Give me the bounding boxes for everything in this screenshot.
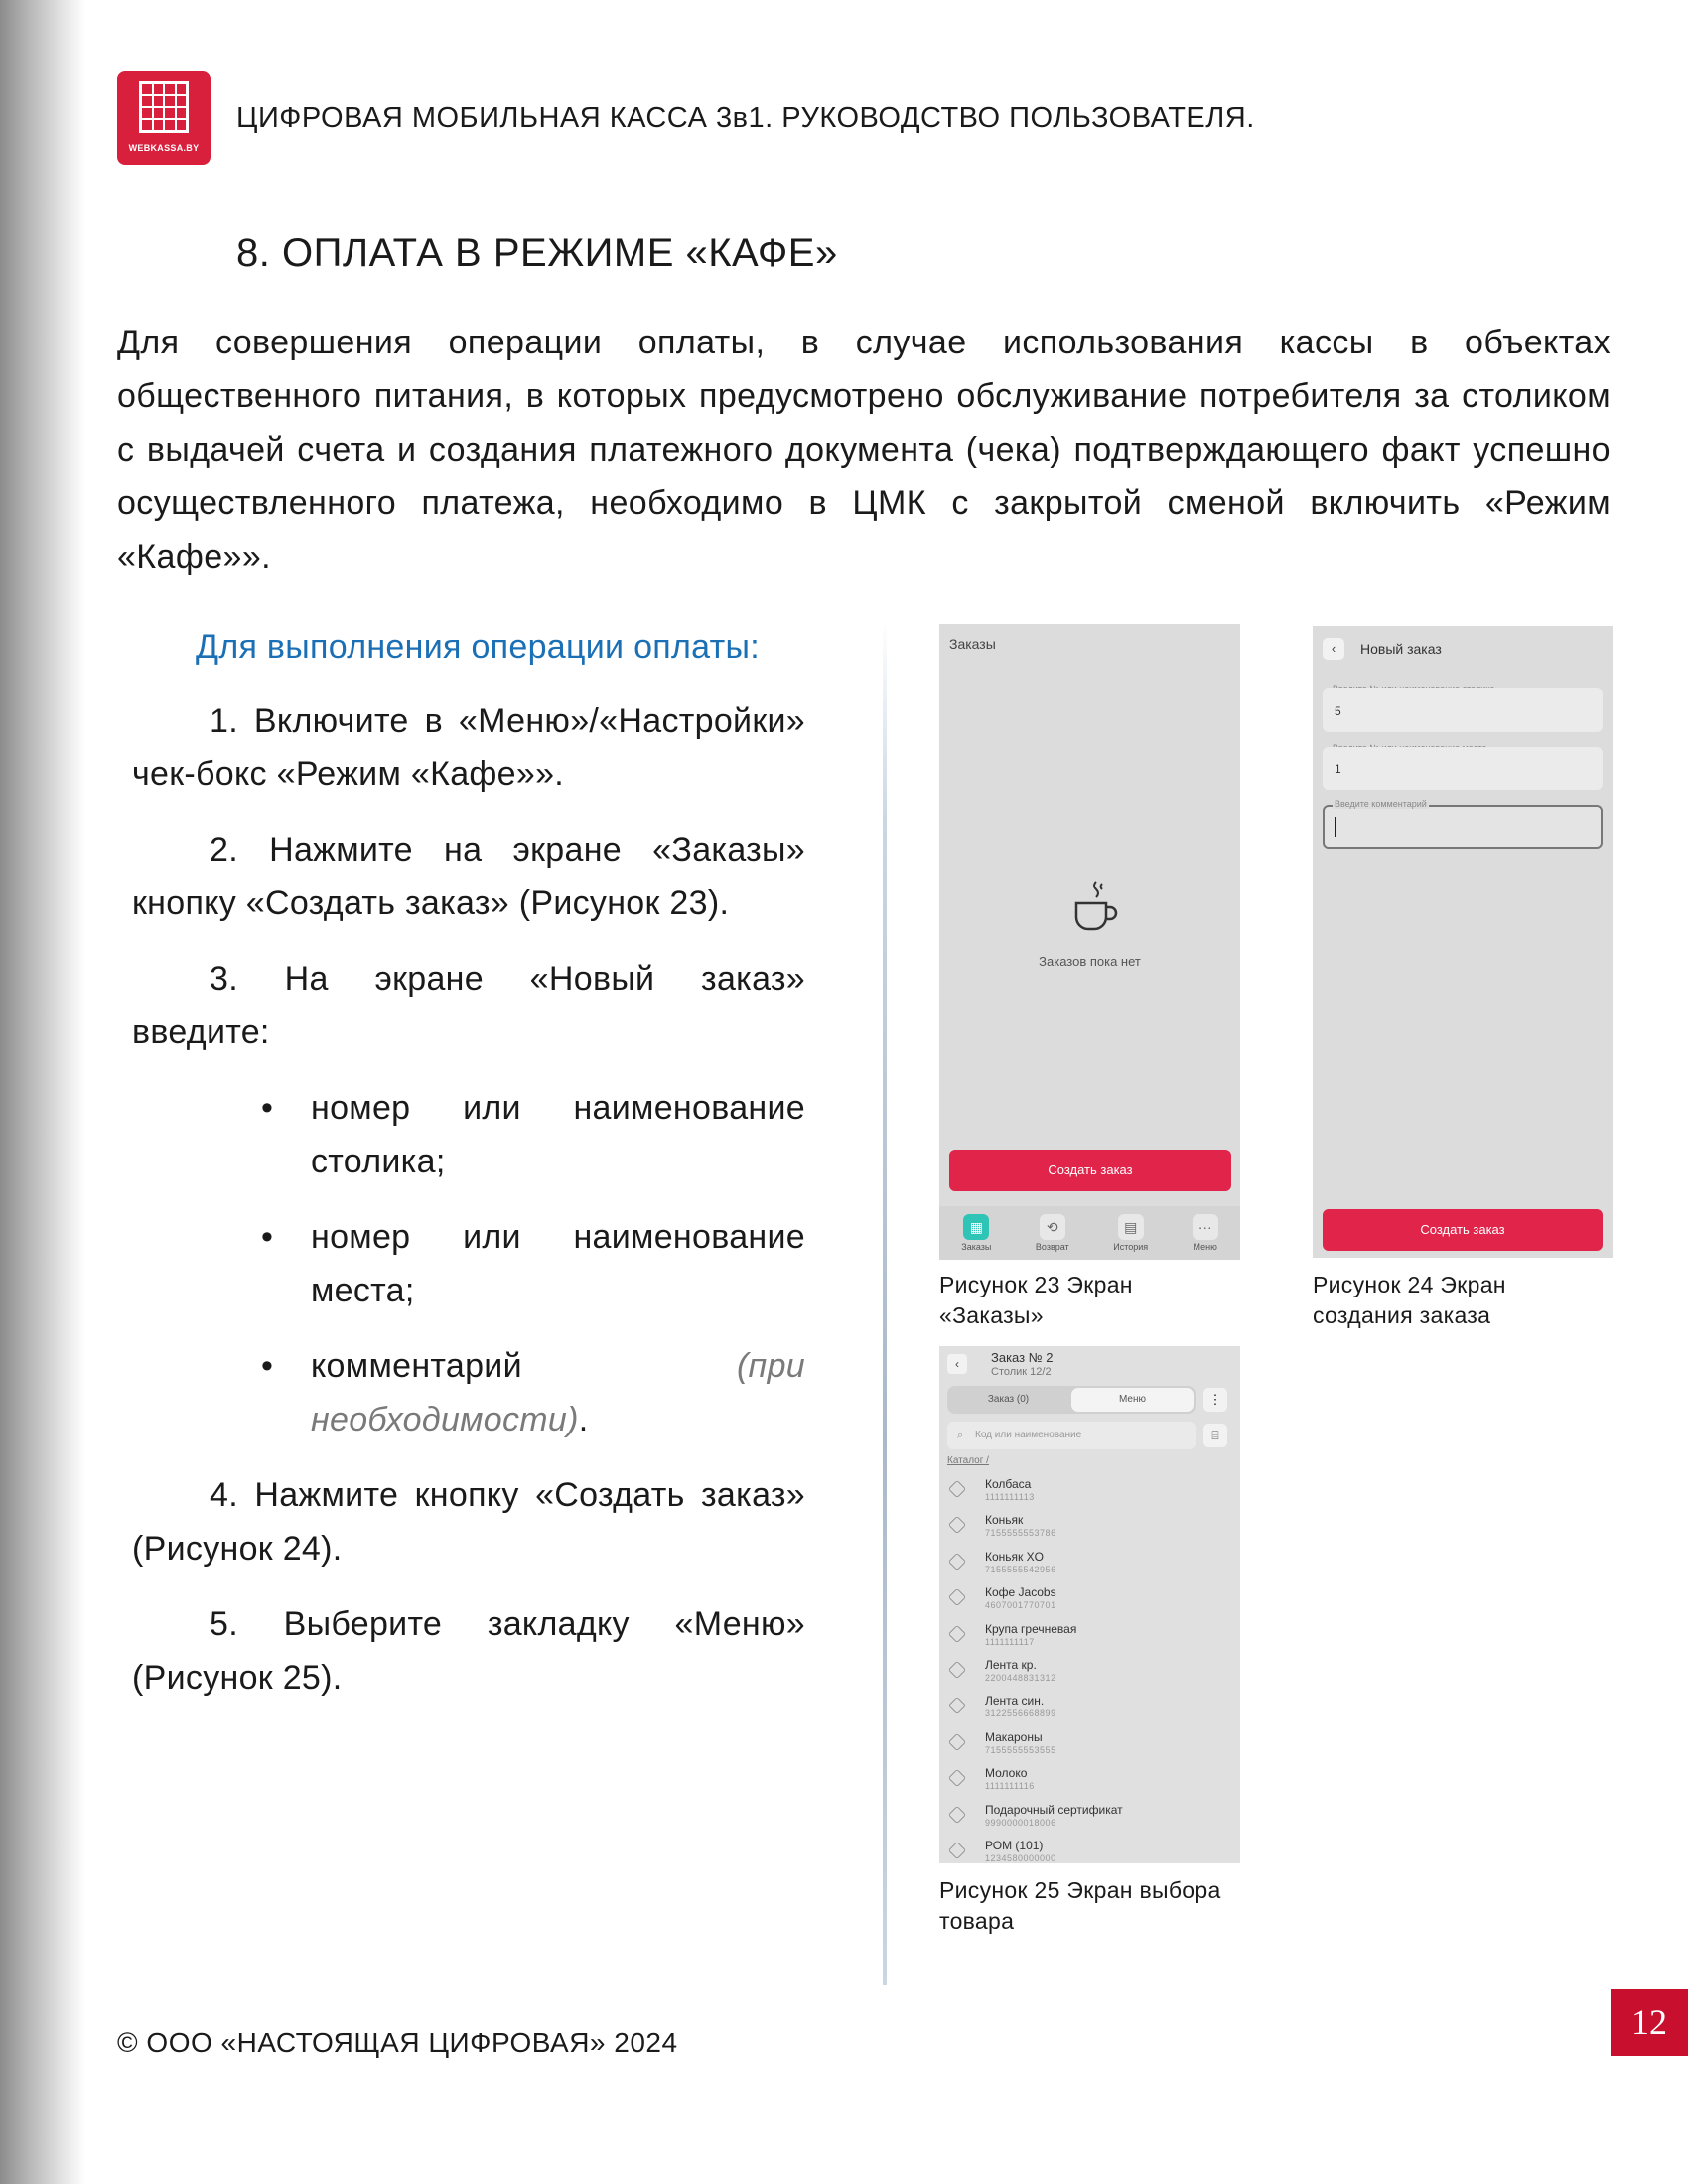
item-code: 1111111116: [985, 1781, 1035, 1792]
box-icon: [948, 1553, 966, 1570]
catalog-breadcrumb[interactable]: Каталог /: [947, 1455, 989, 1466]
create-order-button[interactable]: Создать заказ: [949, 1150, 1231, 1191]
list-item[interactable]: [947, 1546, 1235, 1581]
section-title: 8. ОПЛАТА В РЕЖИМЕ «КАФЕ»: [236, 231, 838, 275]
box-icon: [948, 1480, 966, 1498]
item-code: 1234580000000: [985, 1852, 1056, 1863]
nav-orders[interactable]: [961, 1214, 991, 1252]
header-title: ЦИФРОВАЯ МОБИЛЬНАЯ КАССА 3в1. РУКОВОДСТВО ПОЛЬЗОВАТЕЛЯ.: [236, 102, 1255, 134]
tab-order[interactable]: Заказ (0): [987, 1394, 1030, 1405]
gift-card-icon: [948, 1805, 966, 1823]
nav-orders-label: Заказы: [961, 1242, 992, 1252]
step-3: 3. На экране «Новый заказ» введите:: [132, 960, 805, 1051]
new-order-title: Новый заказ: [1360, 641, 1442, 657]
item-code: 7155555553786: [985, 1528, 1056, 1539]
grid-icon: ▦: [963, 1214, 989, 1240]
item-code: 3122556668899: [985, 1708, 1056, 1719]
instructions: [132, 620, 805, 1726]
list-item[interactable]: [947, 1690, 1235, 1725]
item-name: Лента кр.: [985, 1657, 1037, 1672]
intro-paragraph: Для совершения операции оплаты, в случае использования кассы в объектах общественного питания, в которых предусмотрено обслуживание потребителя за столиком с выдачей счета и создания платежного документа (чека) подтверждающего факт успешно осуществленного платежа, необходимо в ЦМК с закрытой сменой включить «Режим «Кафе»».: [117, 324, 1611, 576]
empty-orders-text: Заказов пока нет: [1039, 954, 1141, 969]
list-item[interactable]: [947, 1799, 1235, 1835]
nav-return-label: Возврат: [1035, 1242, 1069, 1252]
bullet-comment: [261, 1339, 805, 1446]
coffee-cup-icon: [1066, 878, 1126, 937]
item-name: Макароны: [985, 1729, 1043, 1744]
page-number: 12: [1611, 1989, 1688, 2056]
item-code: 9990000018006: [985, 1817, 1056, 1828]
table-field[interactable]: [1323, 688, 1603, 732]
comment-field-label: Введите комментарий: [1335, 799, 1427, 809]
create-order-button[interactable]: Создать заказ: [1323, 1209, 1603, 1251]
item-code: 7155555553555: [985, 1744, 1056, 1755]
order-table: Столик 12/2: [991, 1366, 1052, 1378]
box-icon: [948, 1697, 966, 1714]
return-icon: ⟲: [1040, 1214, 1065, 1240]
search-placeholder: Код или наименование: [975, 1430, 1082, 1440]
nav-history-label: История: [1113, 1242, 1149, 1252]
bullet-comment-note: (при необходимости): [311, 1347, 805, 1438]
more-options-button[interactable]: ⋮: [1203, 1388, 1227, 1412]
column-divider: [883, 620, 887, 1985]
more-icon: ···: [1193, 1214, 1218, 1240]
figure-23-caption: Рисунок 23 Экран «Заказы»: [939, 1272, 1133, 1328]
list-item[interactable]: [947, 1581, 1235, 1617]
nav-menu[interactable]: [1193, 1214, 1218, 1252]
list-item[interactable]: [947, 1726, 1235, 1762]
list-item[interactable]: [947, 1618, 1235, 1654]
box-icon: [948, 1661, 966, 1679]
figure-25-caption: Рисунок 25 Экран выбора товара: [939, 1877, 1221, 1934]
box-icon: [948, 1842, 966, 1859]
list-item[interactable]: [947, 1509, 1235, 1545]
instructions-heading: Для выполнения операции оплаты:: [196, 628, 760, 666]
bullet-seat: • номер или наименование места;: [261, 1210, 805, 1317]
step-2: 2. Нажмите на экране «Заказы» кнопку «Создать заказ» (Рисунок 23).: [132, 831, 805, 922]
item-name: Крупа гречневая: [985, 1621, 1077, 1636]
back-button[interactable]: ‹: [1323, 638, 1344, 660]
step-1: 1. Включите в «Меню»/«Настройки» чек-бокс «Режим «Кафе»».: [132, 702, 805, 793]
item-code: 7155555542956: [985, 1564, 1056, 1574]
search-icon: ⌕: [957, 1430, 964, 1441]
box-icon: [948, 1516, 966, 1534]
item-name: Колбаса: [985, 1477, 1032, 1491]
box-icon: [948, 1588, 966, 1606]
list-item[interactable]: [947, 1762, 1235, 1798]
screenshot-menu: [939, 1346, 1240, 1863]
tab-menu[interactable]: Меню: [1071, 1388, 1194, 1412]
step-4: 4. Нажмите кнопку «Создать заказ» (Рисунок 24).: [132, 1476, 805, 1568]
bullet-table: • номер или наименование столика;: [261, 1081, 805, 1188]
comment-field[interactable]: [1323, 805, 1603, 849]
item-name: Кофе Jacobs: [985, 1585, 1056, 1600]
bottom-nav: [939, 1206, 1240, 1260]
item-code: 4607001770701: [985, 1600, 1056, 1611]
nav-menu-label: Меню: [1193, 1242, 1217, 1252]
product-list: [947, 1473, 1235, 1863]
orders-title: Заказы: [949, 636, 996, 652]
box-icon: [948, 1733, 966, 1751]
bullet-comment-text: комментарий: [311, 1347, 737, 1385]
page-edge-shadow: [0, 0, 85, 2184]
history-icon: ▤: [1118, 1214, 1144, 1240]
barcode-scan-icon[interactable]: ⌸: [1203, 1424, 1227, 1447]
back-button[interactable]: ‹: [947, 1354, 967, 1374]
box-icon: [948, 1625, 966, 1643]
bullet-comment-end: .: [578, 1401, 589, 1438]
list-item[interactable]: [947, 1835, 1235, 1863]
item-code: 2200448831312: [985, 1672, 1056, 1683]
footer-copyright: © ООО «НАСТОЯЩАЯ ЦИФРОВАЯ» 2024: [117, 2027, 678, 2058]
nav-return[interactable]: [1036, 1214, 1069, 1252]
box-icon: [948, 1769, 966, 1787]
item-name: Молоко: [985, 1766, 1028, 1781]
logo-text: WEBKASSA.BY: [128, 143, 200, 153]
list-item[interactable]: [947, 1473, 1235, 1509]
nav-history[interactable]: [1113, 1214, 1148, 1252]
item-name: Подарочный сертификат: [985, 1802, 1123, 1817]
field-list: [261, 1081, 805, 1446]
seat-field-value: 1: [1335, 762, 1341, 776]
screenshot-new-order: [1313, 626, 1613, 1258]
step-5: 5. Выберите закладку «Меню» (Рисунок 25).: [132, 1605, 805, 1697]
table-field-value: 5: [1335, 704, 1341, 718]
product-search-input[interactable]: [947, 1422, 1196, 1449]
item-name: РОМ (101): [985, 1838, 1044, 1852]
figure-24-caption: Рисунок 24 Экран создания заказа: [1313, 1272, 1506, 1328]
item-code: 1111111117: [985, 1636, 1035, 1647]
screenshot-orders: [939, 624, 1240, 1260]
item-name: Коньяк: [985, 1513, 1024, 1528]
text-cursor: [1335, 817, 1336, 837]
logo-grid-icon: [139, 81, 189, 133]
item-name: Коньяк XO: [985, 1549, 1044, 1564]
webkassa-logo: [117, 71, 211, 165]
order-number: Заказ № 2: [991, 1350, 1054, 1365]
item-name: Лента син.: [985, 1694, 1045, 1708]
order-tabs: [947, 1386, 1196, 1414]
list-item[interactable]: [947, 1654, 1235, 1690]
item-code: 1111111113: [985, 1492, 1035, 1502]
seat-field[interactable]: [1323, 747, 1603, 790]
